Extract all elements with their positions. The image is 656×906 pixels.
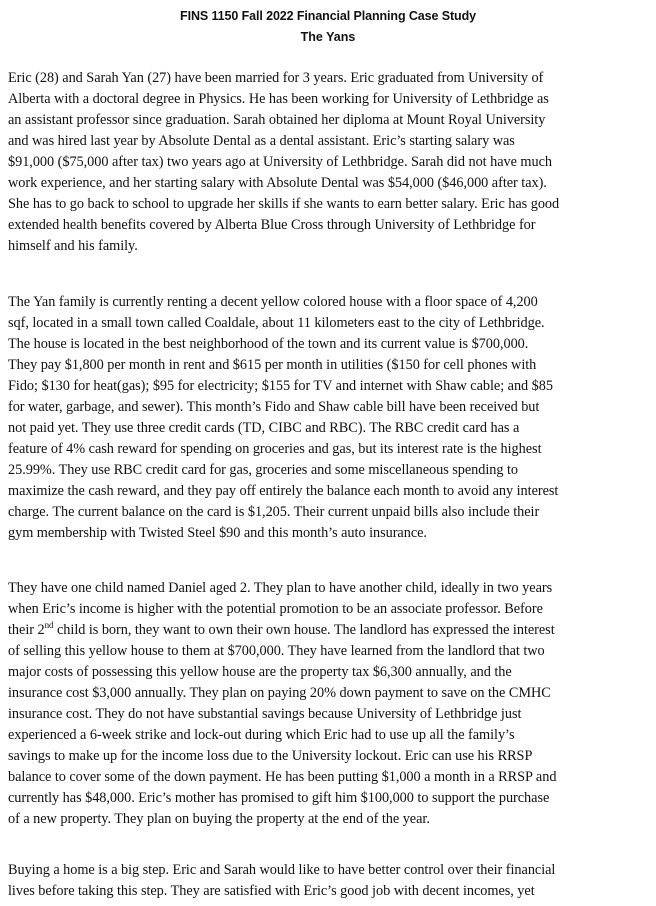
paragraph-home-buying bbox=[8, 860, 652, 902]
text-line: sqf, located in a small town called Coaldale, about 11 kilometers east to the city of Lethbridge. bbox=[8, 315, 545, 331]
document-subtitle: The Yans bbox=[300, 30, 356, 44]
text-line: They have one child named Daniel aged 2. They plan to have another child, ideally in two years bbox=[8, 580, 553, 596]
text-line: extended health benefits covered by Alberta Blue Cross through University of Lethbridge for bbox=[8, 217, 536, 233]
text-line-with-superscript bbox=[8, 620, 652, 641]
text-line: Buying a home is a big step. Eric and Sarah would like to have better control over their financial bbox=[8, 862, 556, 878]
text-line: and was hired last year by Absolute Dental as a dental assistant. Eric’s starting salary was bbox=[8, 133, 515, 149]
text-line: insurance cost. They do not have substantial savings because University of Lethbridge just bbox=[8, 706, 522, 722]
text-line: maximize the cash reward, and they pay off entirely the balance each month to avoid any interest bbox=[8, 483, 559, 499]
text-line: work experience, and her starting salary with Absolute Dental was $54,000 ($46,000 after tax). bbox=[8, 175, 547, 191]
text-line: when Eric’s income is higher with the potential promotion to be an associate professor. Before bbox=[8, 601, 543, 617]
text-line: not paid yet. They use three credit cards (TD, CIBC and RBC). The RBC credit card has a bbox=[8, 420, 520, 436]
text-fragment: their 2 bbox=[8, 622, 45, 638]
text-line: of selling this yellow house to them at $700,000. They have learned from the landlord that two bbox=[8, 643, 545, 659]
document-title: FINS 1150 Fall 2022 Financial Planning Case Study bbox=[180, 9, 476, 23]
text-line: of a new property. They plan on buying the property at the end of the year. bbox=[8, 811, 430, 827]
text-line: experienced a 6-week strike and lock-out during which Eric had to use up all the family’s bbox=[8, 727, 515, 743]
text-fragment: child is born, they want to own their own house. The landlord has expressed the interest bbox=[53, 622, 555, 638]
text-line: Eric (28) and Sarah Yan (27) have been married for 3 years. Eric graduated from University of bbox=[8, 70, 544, 86]
paragraph-background bbox=[8, 68, 652, 257]
text-line: lives before taking this step. They are satisfied with Eric’s good job with decent incomes, yet bbox=[8, 883, 535, 899]
text-line: Fido; $130 for heat(gas); $95 for electricity; $155 for TV and internet with Shaw cable; and $85 bbox=[8, 378, 553, 394]
text-line: The Yan family is currently renting a decent yellow colored house with a floor space of 4,200 bbox=[8, 294, 538, 310]
paragraph-family-plans bbox=[8, 578, 652, 830]
text-line: insurance cost $3,000 annually. They plan on paying 20% down payment to save on the CMHC bbox=[8, 685, 551, 701]
text-line: for water, garbage, and sewer). This month’s Fido and Shaw cable bill have been received but bbox=[8, 399, 540, 415]
text-line: Alberta with a doctoral degree in Physics. He has been working for University of Lethbridge as bbox=[8, 91, 549, 107]
text-line: gym membership with Twisted Steel $90 and this month’s auto insurance. bbox=[8, 525, 427, 541]
text-line: They pay $1,800 per month in rent and $615 per month in utilities ($150 for cell phones with bbox=[8, 357, 537, 373]
text-line: 25.99%. They use RBC credit card for gas, groceries and some miscellaneous spending to bbox=[8, 462, 518, 478]
text-line: an assistant professor since graduation. Sarah obtained her diploma at Mount Royal University bbox=[8, 112, 546, 128]
text-line: himself and his family. bbox=[8, 238, 138, 254]
paragraph-housing bbox=[8, 292, 652, 544]
text-line: $91,000 ($75,000 after tax) two years ago at University of Lethbridge. Sarah did not have much bbox=[8, 154, 552, 170]
text-line: currently has $48,000. Eric’s mother has promised to gift him $100,000 to support the purchase bbox=[8, 790, 550, 806]
text-line: charge. The current balance on the card is $1,205. Their current unpaid bills also include their bbox=[8, 504, 540, 520]
text-line: balance to cover some of the down payment. He has been putting $1,000 a month in a RRSP and bbox=[8, 769, 557, 785]
text-line: savings to make up for the income loss due to the University lockout. Eric can use his RRSP bbox=[8, 748, 533, 764]
text-line: major costs of possessing this yellow house are the property tax $6,300 annually, and the bbox=[8, 664, 512, 680]
ordinal-superscript: nd bbox=[44, 620, 54, 631]
text-line: feature of 4% cash reward for spending on groceries and gas, but its interest rate is the highest bbox=[8, 441, 542, 457]
text-line: She has to go back to school to upgrade her skills if she wants to earn better salary. Eric has good bbox=[8, 196, 560, 212]
text-line: The house is located in the best neighborhood of the town and its current value is $700,000. bbox=[8, 336, 529, 352]
